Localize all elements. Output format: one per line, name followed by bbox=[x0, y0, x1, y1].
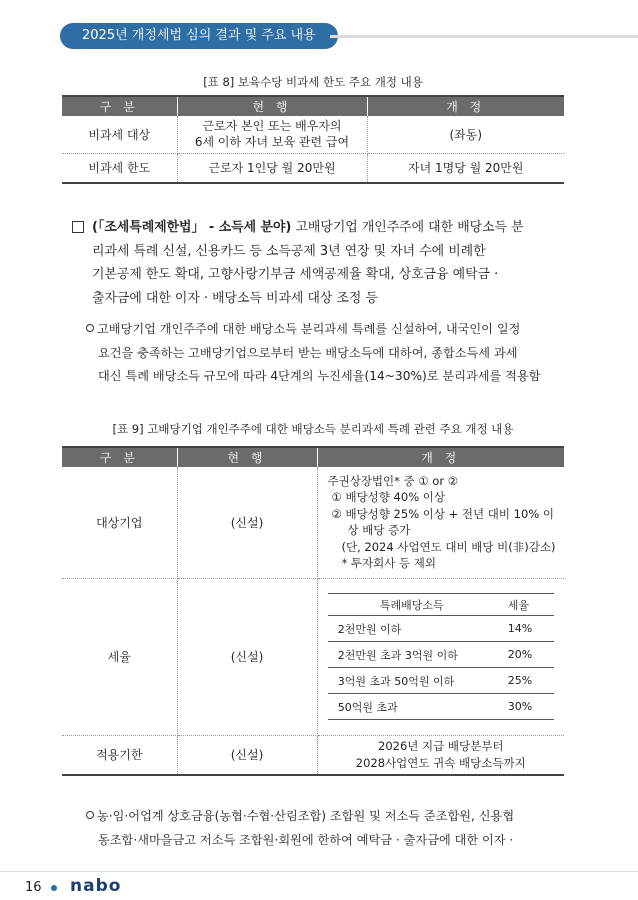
tax-rate: 30% bbox=[496, 694, 554, 720]
tax-bracket: 2천만원 이하 bbox=[328, 616, 496, 642]
table8-caption: [표 8] 보육수당 비과세 한도 주요 개정 내용 bbox=[203, 75, 423, 89]
tax-rate: 25% bbox=[496, 668, 554, 694]
table9-period-cell bbox=[317, 735, 564, 775]
table9-tax-rate-cell bbox=[317, 578, 564, 735]
chapter-title: 2025년 개정세법 심의 결과 및 주요 내용 bbox=[60, 23, 338, 49]
circle-bullet-icon bbox=[86, 324, 94, 332]
table9-header-current: 현 행 bbox=[177, 447, 317, 467]
table9-row-label: 세율 bbox=[62, 578, 177, 735]
condition-line: * 투자회사 등 제외 bbox=[341, 556, 436, 571]
table9-row-current: (신설) bbox=[177, 735, 317, 775]
tax-bracket: 50억원 초과 bbox=[328, 694, 496, 720]
table9-row-current: (신설) bbox=[177, 467, 317, 578]
table8-row-revised: (좌동) bbox=[367, 116, 564, 153]
table8-current-line: 근로자 본인 또는 배우자의 bbox=[202, 119, 342, 134]
table8-row-current bbox=[177, 116, 367, 153]
table8-row-label: 비과세 한도 bbox=[62, 153, 177, 183]
paragraph-line: 농·임·어업계 상호금융(농협·수협·산림조합) 조합원 및 저소득 준조합원, 신용협 bbox=[97, 809, 515, 823]
paragraph-1 bbox=[86, 318, 576, 389]
table9-caption: [표 9] 고배당기업 개인주주에 대한 배당소득 분리과세 특례 관련 주요 개정 내용 bbox=[112, 422, 514, 436]
table8-row-current: 근로자 1인당 월 20만원 bbox=[177, 153, 367, 183]
page-number: 16 bbox=[25, 880, 42, 895]
paragraph-line: 고배당기업 개인주주에 대한 배당소득 분리과세 특례를 신설하여, 내국인이 일정 bbox=[97, 322, 521, 336]
table9-row-current: (신설) bbox=[177, 578, 317, 735]
section-line: 기본공제 한도 확대, 고향사랑기부금 세액공제율 확대, 상호금융 예탁금 · bbox=[92, 267, 499, 282]
table8-header-revised: 개 정 bbox=[367, 96, 564, 116]
circle-bullet-icon bbox=[86, 811, 94, 819]
table9 bbox=[62, 446, 564, 776]
paragraph-line: 동조합·새마을금고 저소득 조합원·회원에 한하여 예탁금 · 출자금에 대한 이자 · bbox=[98, 832, 514, 847]
condition-line: (단, 2024 사업연도 대비 배당 비(非)감소) bbox=[341, 539, 556, 554]
section-title: (「조세특례제한법」 - 소득세 분야) bbox=[92, 220, 292, 235]
header-rule bbox=[330, 35, 638, 38]
table8-current-line: 6세 이하 자녀 보육 관련 급여 bbox=[194, 135, 350, 150]
nabo-logo: nabo bbox=[70, 876, 122, 896]
paragraph-2 bbox=[86, 805, 576, 852]
paragraph-line: 요건을 충족하는 고배당기업으로부터 받는 배당소득에 대하여, 종합소득세 과세 bbox=[98, 345, 518, 360]
condition-line: 상 배당 증가 bbox=[347, 523, 411, 538]
tax-rate-header-income: 특례배당소득 bbox=[328, 594, 496, 616]
tax-rate: 14% bbox=[496, 616, 554, 642]
tax-bracket: 2천만원 초과 3억원 이하 bbox=[328, 642, 496, 668]
table9-header-revised: 개 정 bbox=[317, 447, 564, 467]
tax-bracket: 3억원 초과 50억원 이하 bbox=[328, 668, 496, 694]
period-line: 2026년 지급 배당분부터 bbox=[378, 738, 504, 753]
period-line: 2028사업연도 귀속 배당소득까지 bbox=[355, 755, 526, 770]
table8-header-current: 현 행 bbox=[177, 96, 367, 116]
condition-line: 주권상장법인 bbox=[327, 473, 395, 488]
footer-dot-icon bbox=[51, 885, 57, 891]
table9-header-category: 구 분 bbox=[62, 447, 177, 467]
footer-rule bbox=[0, 871, 638, 872]
table9-target-conditions bbox=[317, 467, 564, 578]
section-line: 고배당기업 개인주주에 대한 배당소득 분 bbox=[295, 220, 524, 235]
condition-line: * 중 ① or ② bbox=[394, 473, 459, 488]
table8-header-category: 구 분 bbox=[62, 96, 177, 116]
square-bullet-icon bbox=[72, 221, 84, 233]
section-line: 출자금에 대한 이자 · 배당소득 비과세 대상 조정 등 bbox=[92, 290, 378, 306]
table8 bbox=[62, 95, 564, 184]
table8-row-label: 비과세 대상 bbox=[62, 116, 177, 153]
section-paragraph bbox=[92, 216, 572, 310]
table8-row-revised: 자녀 1명당 월 20만원 bbox=[367, 153, 564, 183]
section-line: 리과세 특례 신설, 신용카드 등 소득공제 3년 연장 및 자녀 수에 비례한 bbox=[92, 243, 486, 259]
tax-rate: 20% bbox=[496, 642, 554, 668]
paragraph-line: 대신 특례 배당소득 규모에 따라 4단계의 누진세율(14~30%)로 분리과세를 적용함 bbox=[98, 369, 541, 383]
tax-rate-header-rate: 세율 bbox=[496, 594, 554, 616]
condition-line: ① 배당성향 40% 이상 bbox=[331, 490, 445, 505]
table9-row-label: 대상기업 bbox=[62, 467, 177, 578]
condition-line: ② 배당성향 25% 이상 + 전년 대비 10% 이 bbox=[331, 506, 555, 521]
tax-rate-table bbox=[328, 593, 554, 720]
table9-row-label: 적용기한 bbox=[62, 735, 177, 775]
